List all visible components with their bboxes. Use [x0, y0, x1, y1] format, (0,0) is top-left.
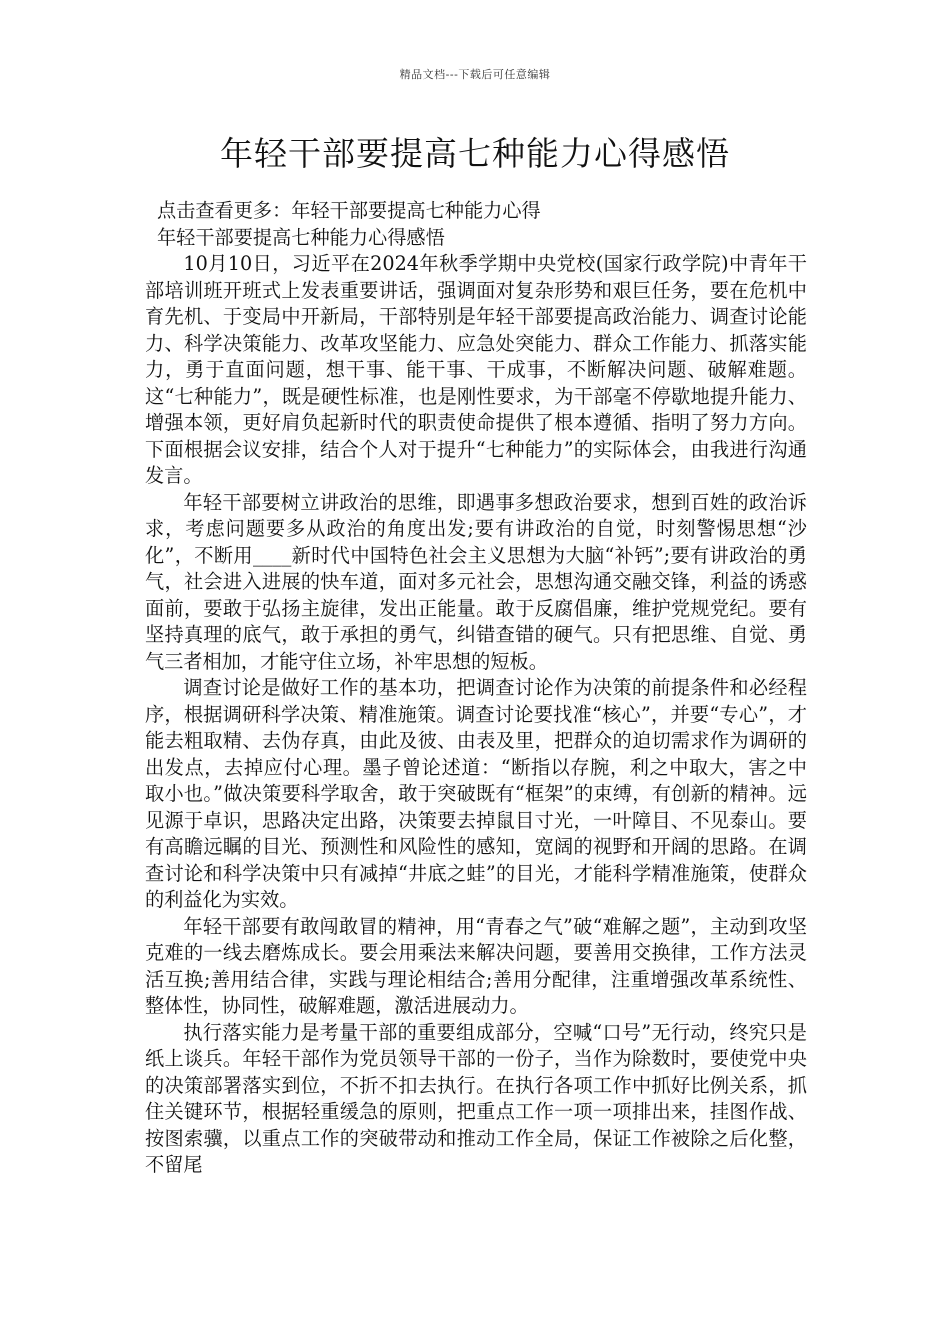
paragraph-3: 调查讨论是做好工作的基本功，把调查讨论作为决策的前提条件和必经程序，根据调研科学决策、精准施策。调查讨论要找准“核心”，并要“专心”，才能去粗取精、去伪存真，由此及彼、由表及里，把群众的迫切需求作为调研的出发点，去掉应付心理。墨子曾论述道：“断指以存腕，利之中取大，害之中取小也。”做决策要科学取舍，敢于突破既有“框架”的束缚，有创新的精神。远见源于卓识，思路决定出路，决策要去掉鼠目寸光，一叶障目、不见泰山。要有高瞻远瞩的目光、预测性和风险性的感知，宽阔的视野和开阔的思路。在调查讨论和科学决策中只有减掉“井底之蛙”的目光，才能科学精准施策，使群众的利益化为实效。 — [145, 676, 807, 911]
document-title: 年轻干部要提高七种能力心得感悟 — [220, 134, 730, 173]
paragraph-2: 年轻干部要树立讲政治的思维，即遇事多想政治要求，想到百姓的政治诉求，考虑问题要多从政治的角度出发;要有讲政治的自觉，时刻警惕思想“沙化”，不断用____新时代中国特色社会主义思想为大脑“补钙”;要有讲政治的勇气，社会进入进展的快车道，面对多元社会，思想沟通交融交锋，利益的诱惑面前，要敢于弘扬主旋律，发出正能量。敢于反腐倡廉，维护党规党纪。要有坚持真理的底气，敢于承担的勇气，纠错查错的硬气。只有把思维、自觉、勇气三者相加，才能守住立场，补牢思想的短板。 — [145, 490, 807, 673]
paragraph-4: 年轻干部要有敢闯敢冒的精神，用“青春之气”破“难解之题”，主动到攻坚克难的一线去磨炼成长。要会用乘法来解决问题，要善用交换律，工作方法灵活互换;善用结合律，实践与理论相结合;善用分配律，注重增强改革系统性、整体性，协同性，破解难题，激活进展动力。 — [145, 914, 807, 1017]
document-body — [145, 198, 807, 1179]
document-subtitle: 年轻干部要提高七种能力心得感悟 — [157, 225, 445, 249]
paragraph-5: 执行落实能力是考量干部的重要组成部分，空喊“口号”无行动，终究只是纸上谈兵。年轻干部作为党员领导干部的一份子，当作为除数时，要使党中央的决策部署落实到位，不折不扣去执行。在执行各项工作中抓好比例关系，抓住关键环节，根据轻重缓急的原则，把重点工作一项一项排出来，挂图作战、按图索骥，以重点工作的突破带动和推动工作全局，保证工作被除之后化整，不留尾 — [145, 1020, 807, 1176]
paragraph-1: 10月10日，习近平在2024年秋季学期中央党校(国家行政学院)中青年干部培训班开班式上发表重要讲话，强调面对复杂形势和艰巨任务，要在危机中育先机、于变局中开新局，干部特别是年轻干部要提高政治能力、调查讨论能力、科学决策能力、改革攻坚能力、应急处突能力、群众工作能力、抓落实能力，勇于直面问题，想干事、能干事、干成事，不断解决问题、破解难题。这“七种能力”，既是硬性标准，也是刚性要求，为干部毫不停歇地提升能力、增强本领，更好肩负起新时代的职责使命提供了根本遵循、指明了努力方向。下面根据会议安排，结合个人对于提升“七种能力”的实际体会，由我进行沟通发言。 — [145, 252, 807, 487]
more-link[interactable]: 点击查看更多：年轻干部要提高七种能力心得 — [157, 199, 541, 222]
header-note: 精品文档---下载后可任意编辑 — [399, 68, 551, 81]
